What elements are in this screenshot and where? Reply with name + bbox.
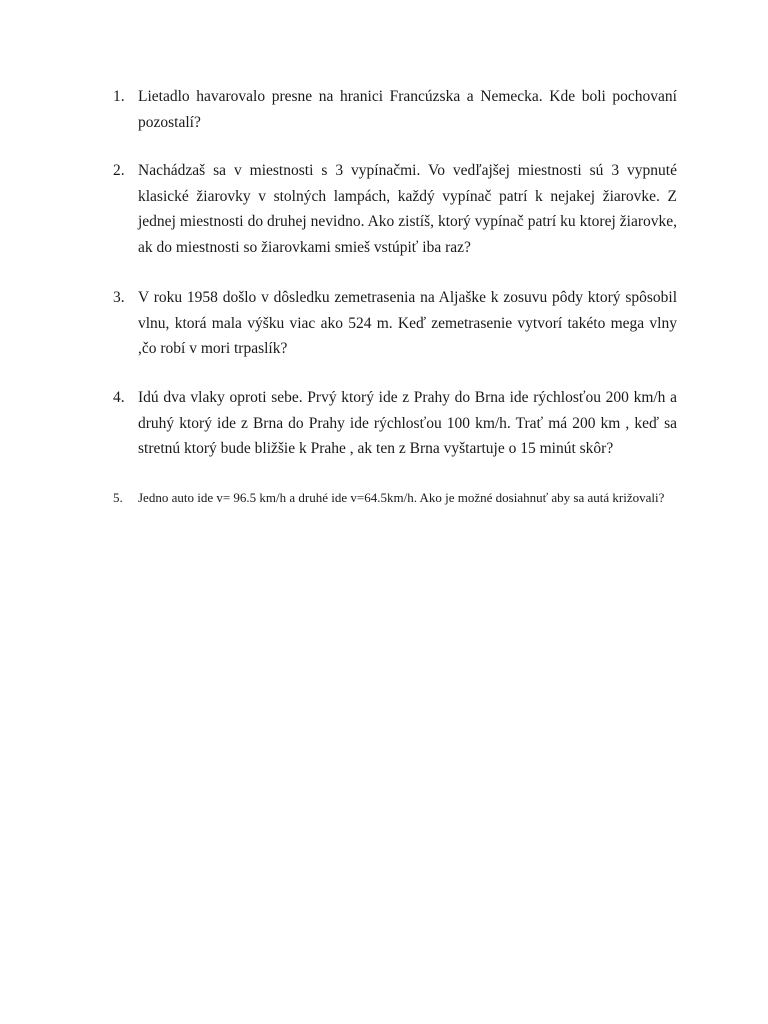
- question-3-text: V roku 1958 došlo v dôsledku zemetrasenia na Aljaške k zosuvu pôdy ktorý spôsobil vlnu, ktorá mala výšku viac ako 524 m. Keď zemetrasenie vytvorí takéto mega vlny ,čo robí v mori trpaslík?: [138, 289, 677, 357]
- question-5-text: Jedno auto ide v= 96.5 km/h a druhé ide v=64.5km/h. Ako je možné dosiahnuť aby sa autá križovali?: [138, 490, 665, 505]
- question-3-number: 3.: [113, 289, 125, 306]
- question-5-number: 5.: [113, 490, 123, 505]
- question-2: [113, 158, 677, 260]
- question-2-number: 2.: [113, 162, 125, 179]
- question-2-text: Nachádzaš sa v miestnosti s 3 vypínačmi. Vo vedľajšej miestnosti sú 3 vypnuté klasické žiarovky v stolných lampách, každý vypínač patrí k nejakej žiarovke. Z jednej miestnosti do druhej nevidno. Ako zistíš, ktorý vypínač patrí ku ktorej žiarovke, ak do miestnosti so žiarovkami smieš vstúpiť iba raz?: [138, 162, 677, 256]
- question-1-number: 1.: [113, 88, 125, 105]
- question-4-number: 4.: [113, 389, 125, 406]
- question-1-text: Lietadlo havarovalo presne na hranici Francúzska a Nemecka. Kde boli pochovaní pozostalí?: [138, 88, 677, 131]
- question-4-text: Idú dva vlaky oproti sebe. Prvý ktorý ide z Prahy do Brna ide rýchlosťou 200 km/h a druhý ktorý ide z Brna do Prahy ide rýchlosťou 100 km/h. Trať má 200 km , keď sa stretnú ktorý bude bližšie k Prahe , ak ten z Brna vyštartuje o 15 minút skôr?: [138, 389, 677, 457]
- question-5: [113, 489, 677, 506]
- question-3: [113, 285, 677, 362]
- question-4: [113, 385, 677, 462]
- question-1: [113, 84, 677, 135]
